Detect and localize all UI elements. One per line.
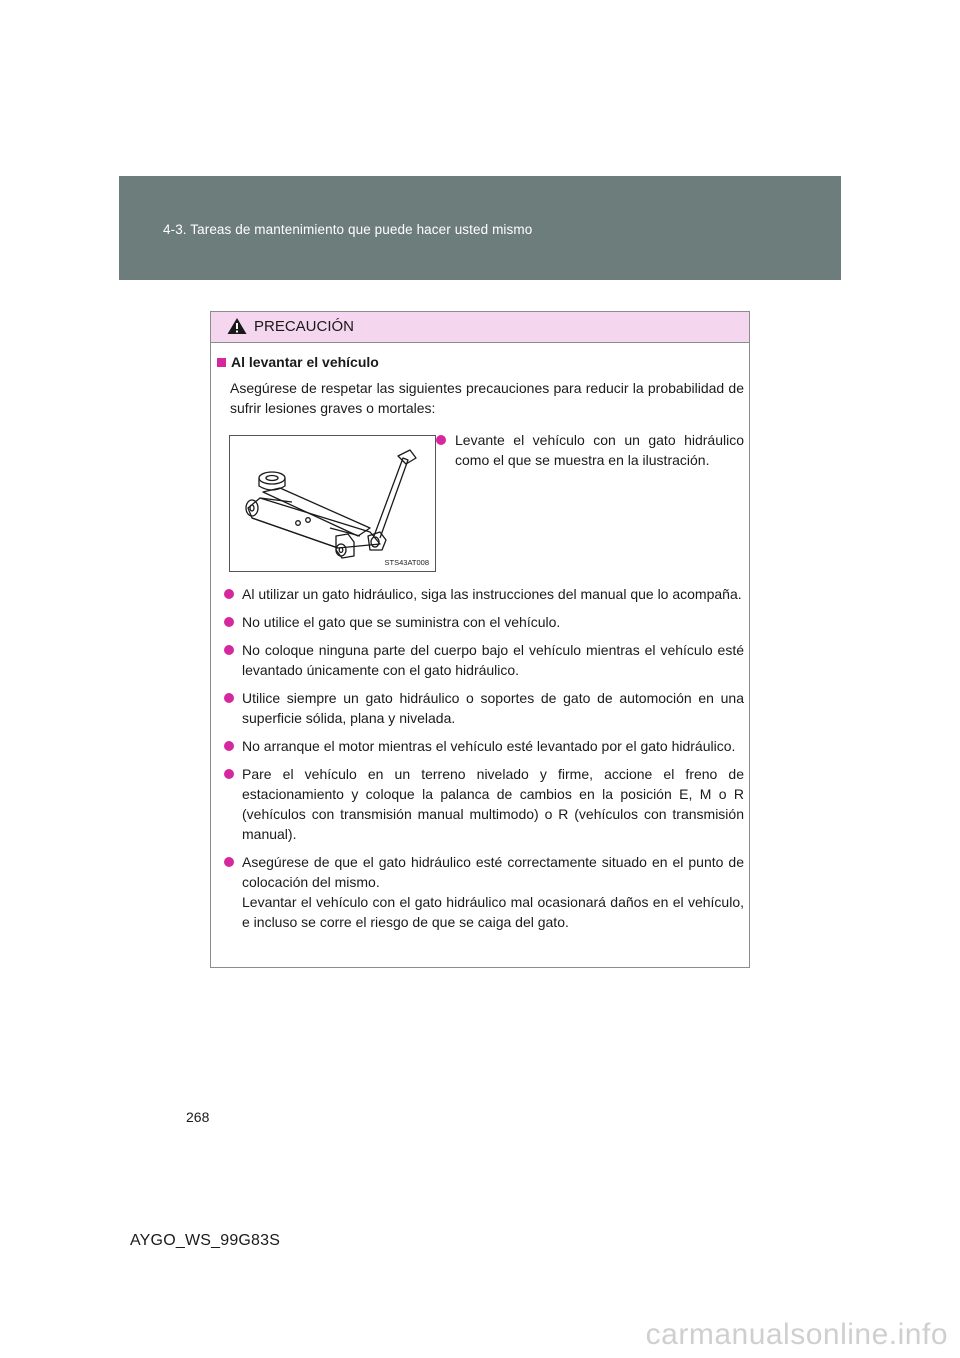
bullet-text: No coloque ninguna parte del cuerpo bajo el vehículo mientras el vehículo esté levantado únicamente con el gato hidráulico.	[242, 642, 744, 678]
list-item	[217, 852, 744, 932]
list-item	[217, 688, 744, 728]
bullet-dot-icon	[224, 857, 234, 867]
warning-triangle-icon	[227, 317, 247, 335]
side-bullet-text: Levante el vehículo con un gato hidráulico como el que se muestra en la ilustración.	[455, 432, 744, 468]
list-item	[217, 584, 744, 604]
side-bullet	[455, 430, 744, 470]
square-bullet-icon	[217, 358, 226, 367]
bullet-dot-icon	[436, 435, 446, 445]
document-code: AYGO_WS_99G83S	[130, 1232, 281, 1249]
section-title: 4-3. Tareas de mantenimiento que puede hacer usted mismo	[163, 222, 533, 237]
list-item	[217, 612, 744, 632]
bullet-dot-icon	[224, 741, 234, 751]
caution-bullet-list	[217, 584, 744, 940]
caution-section-label: Al levantar el vehículo	[231, 354, 379, 370]
bullet-dot-icon	[224, 769, 234, 779]
watermark: carmanualsonline.info	[645, 1318, 948, 1351]
bullet-text: No arranque el motor mientras el vehículo esté levantado por el gato hidráulico.	[242, 738, 736, 754]
bullet-text: Utilice siempre un gato hidráulico o soportes de gato de automoción en una superficie sólida, plana y nivelada.	[242, 690, 744, 726]
list-item	[217, 764, 744, 844]
chapter-header-band	[119, 176, 841, 280]
floor-jack-figure	[229, 435, 436, 572]
bullet-text: No utilice el gato que se suministra con el vehículo.	[242, 614, 561, 630]
caution-box	[210, 311, 750, 968]
floor-jack-illustration-icon	[230, 436, 435, 571]
caution-title: PRECAUCIÓN	[254, 318, 355, 335]
bullet-text: Asegúrese de que el gato hidráulico esté correctamente situado en el punto de colocación del mismo. Levantar el vehículo con el gato hidráulico mal ocasionará daños en el vehículo, e incluso se corre el riesgo de que se caiga del gato.	[242, 854, 744, 930]
list-item	[217, 640, 744, 680]
bullet-dot-icon	[224, 645, 234, 655]
caution-header	[211, 312, 749, 343]
bullet-dot-icon	[224, 617, 234, 627]
bullet-text: Pare el vehículo en un terreno nivelado y firme, accione el freno de estacionamiento y coloque la palanca de cambios en la posición E, M o R (vehículos con transmisión manual multimodo) o R (vehículos con transmisión manual).	[242, 766, 744, 842]
bullet-dot-icon	[224, 589, 234, 599]
bullet-text: Al utilizar un gato hidráulico, siga las instrucciones del manual que lo acompaña.	[242, 586, 742, 602]
list-item	[217, 736, 744, 756]
figure-code: STS43AT008	[384, 558, 429, 567]
caution-intro: Asegúrese de respetar las siguientes precauciones para reducir la probabilidad de sufrir lesiones graves o mortales:	[230, 380, 744, 416]
bullet-dot-icon	[224, 693, 234, 703]
page-number: 268	[186, 1109, 210, 1125]
caution-section-heading	[217, 354, 379, 370]
